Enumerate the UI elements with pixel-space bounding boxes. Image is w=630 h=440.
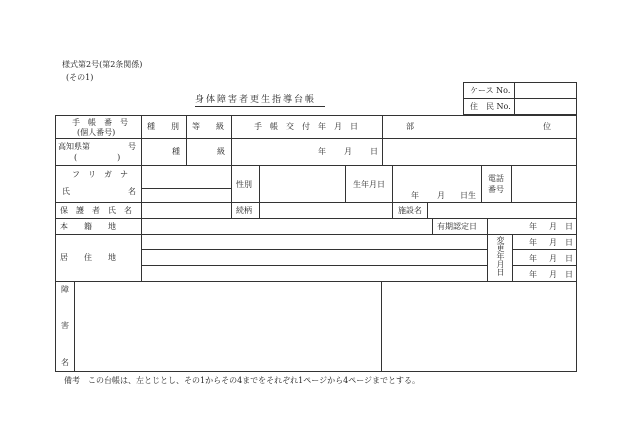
yuko-label: 有期認定日 xyxy=(437,222,477,231)
shisetsumei-label: 施設名 xyxy=(398,206,422,215)
form-number: 様式第2号(第2条関係) xyxy=(62,60,143,69)
henko-nen-1: 年 xyxy=(529,238,537,247)
yuko-gatsu: 月 xyxy=(549,222,557,231)
resident-no-label: 住 民 No. xyxy=(470,102,511,111)
birth-nen: 年 xyxy=(411,191,419,200)
denwa-label: 電話 xyxy=(488,174,504,183)
henko-gatsu-3: 月 xyxy=(549,270,557,279)
kofu-nen: 年 xyxy=(318,147,326,156)
shu-label: 種 xyxy=(172,147,180,156)
henko-nichi-3: 日 xyxy=(565,270,573,279)
birth-gatsu: 月 xyxy=(437,191,445,200)
paren-field: ( ) xyxy=(74,153,121,162)
kyojuchi-label: 居 住 地 xyxy=(60,253,116,262)
kojin-bango-label: (個人番号) xyxy=(77,128,116,137)
kofu-gatsu: 月 xyxy=(344,147,352,156)
tokyu-label: 等 級 xyxy=(192,122,224,131)
techo-bango-label: 手 帳 番 号 xyxy=(72,118,128,127)
kochi-prefix: 高知県第 xyxy=(58,142,90,151)
sub-number: (その1) xyxy=(66,73,94,82)
kofu-nichi: 日 xyxy=(370,147,378,156)
shimei-left: 氏 xyxy=(62,187,70,196)
kyu-label: 級 xyxy=(217,147,225,156)
shogai-sho: 障 xyxy=(61,285,69,294)
seinengappi-label: 生年月日 xyxy=(353,180,385,189)
furigana-label: フ リ ガ ナ xyxy=(72,170,128,179)
henko-nen-2: 年 xyxy=(529,254,537,263)
shogai-gai: 害 xyxy=(61,321,69,330)
birth-nichisei: 日生 xyxy=(460,191,476,200)
title-underline xyxy=(195,106,325,107)
honseki-label: 本 籍 地 xyxy=(60,222,116,231)
hogosha-label: 保 護 者 氏 名 xyxy=(60,206,132,215)
henko-nichi-1: 日 xyxy=(565,238,573,247)
i-label: 位 xyxy=(543,122,551,131)
bu-label: 部 xyxy=(406,122,414,131)
page-title: 身体障害者更生指導台帳 xyxy=(195,95,317,105)
henko-label: 変更年月日 xyxy=(496,236,505,276)
yuko-nichi: 日 xyxy=(565,222,573,231)
shimei-right: 名 xyxy=(128,187,136,196)
kofu-date-label: 手 帳 交 付 年 月 日 xyxy=(254,122,358,131)
biko-note: 備考 この台帳は、左とじとし、その1からその4までをそれぞれ1ページから4ページまでとする。 xyxy=(64,376,421,385)
henko-nichi-2: 日 xyxy=(565,254,573,263)
yuko-nen: 年 xyxy=(529,222,537,231)
bango-label: 番号 xyxy=(488,185,504,194)
zokugara-label: 続柄 xyxy=(236,206,252,215)
henko-gatsu-2: 月 xyxy=(549,254,557,263)
shogai-mei: 名 xyxy=(61,358,69,367)
henko-gatsu-1: 月 xyxy=(549,238,557,247)
shubetsu-label: 種 別 xyxy=(147,122,179,131)
seibetsu-label: 性別 xyxy=(236,180,252,189)
case-no-label: ケース No. xyxy=(470,86,511,95)
go-label: 号 xyxy=(128,142,136,151)
henko-nen-3: 年 xyxy=(529,270,537,279)
